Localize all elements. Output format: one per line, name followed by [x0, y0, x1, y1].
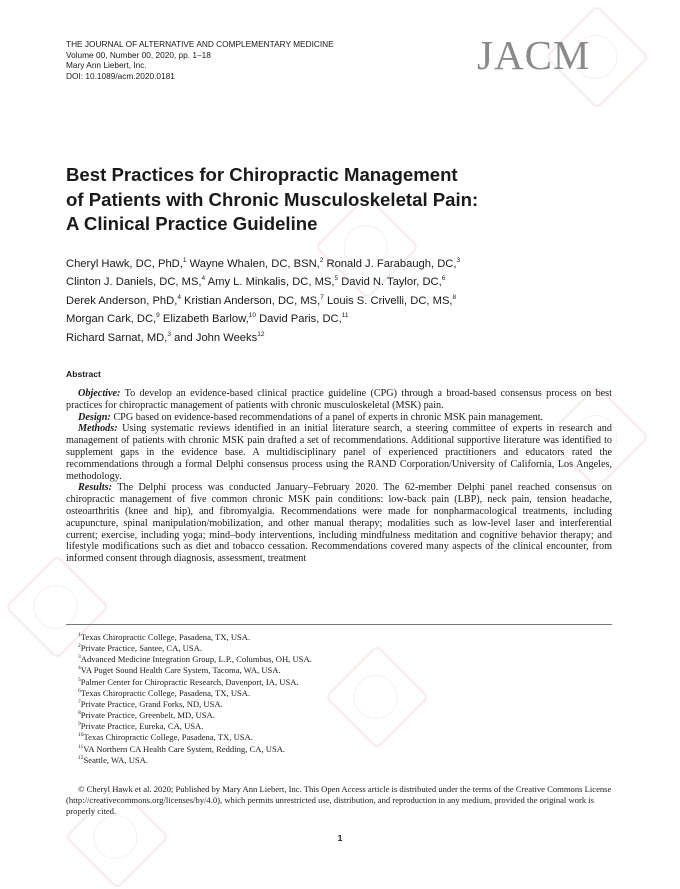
- author-name: and John Weeks: [174, 331, 258, 344]
- affiliation-mark: 5: [78, 676, 81, 683]
- affiliation-item: [78, 654, 312, 665]
- affiliation-text: Private Practice, Greenbelt, MD, USA.: [80, 710, 215, 721]
- author-affiliation-mark: 3: [456, 257, 461, 264]
- affiliation-mark: 12: [78, 754, 84, 761]
- author-name: Clinton J. Daniels, DC, MS,: [66, 276, 202, 289]
- abstract-methods: [66, 423, 612, 482]
- methods-label: Methods:: [78, 423, 118, 435]
- author-affiliation-mark: 12: [257, 330, 265, 338]
- author-affiliation-mark: 3: [167, 330, 171, 338]
- author-name: Richard Sarnat, MD,: [66, 331, 168, 344]
- affiliation-text: Advanced Medicine Integration Group, L.P., Columbus, OH, USA.: [80, 654, 312, 665]
- abstract-design: [66, 412, 612, 424]
- affiliation-item: [78, 688, 312, 699]
- affiliation-item: [78, 677, 312, 688]
- title-line: of Patients with Chronic Musculoskeletal Pain:: [66, 188, 479, 210]
- author-affiliation-mark: 5: [334, 275, 339, 283]
- affiliation-mark: 9: [78, 721, 81, 728]
- author-affiliation-mark: 9: [156, 312, 160, 320]
- affiliation-item: [78, 710, 312, 721]
- author-line: [66, 255, 460, 273]
- affiliation-text: Texas Chiropractic College, Pasadena, TX, USA.: [80, 632, 251, 642]
- affiliation-mark: 8: [78, 710, 81, 717]
- author-affiliation-mark: 11: [341, 312, 349, 320]
- abstract-objective: [66, 388, 612, 412]
- affiliation-text: Private Practice, Eureka, CA, USA.: [80, 721, 204, 732]
- affiliation-mark: 10: [78, 732, 84, 739]
- affiliation-mark: 1: [78, 632, 81, 638]
- affiliation-text: Texas Chiropractic College, Pasadena, TX, USA.: [80, 687, 251, 698]
- affiliation-item: [78, 699, 312, 710]
- author-name: Louis S. Crivelli, DC, MS,: [326, 294, 453, 307]
- page-number: 1: [337, 833, 343, 843]
- author-name: Wayne Whalen, DC, BSN,: [189, 258, 320, 270]
- journal-header: [66, 39, 334, 81]
- author-name: Cheryl Hawk, DC, PhD,: [66, 258, 183, 270]
- title-line: A Clinical Practice Guideline: [66, 213, 318, 234]
- affiliation-mark: 2: [78, 643, 81, 650]
- affiliation-text: Private Practice, Grand Forks, ND, USA.: [80, 698, 223, 709]
- objective-label: Objective:: [78, 388, 121, 399]
- abstract-results: [66, 482, 612, 565]
- author-affiliation-mark: 4: [201, 275, 206, 283]
- author-affiliation-mark: 1: [182, 257, 187, 264]
- affiliation-text: Private Practice, Santee, CA, USA.: [80, 643, 202, 654]
- results-text: The Delphi process was conducted January–February 2020. The 62-member Delphi panel reached consensus on chiropractic management of five common chronic MSK pain conditions: low-back pain (LBP), neck pain, tension headache, osteoarthritis (knee and hip), and fibromyalgia. Recommendations were made for nonpharmacological treatments, including acupuncture, spinal manipulation/mobilization, and other manual therapy; modalities such as low-level laser and interferential current; exercise, including yoga; mind–body interventions, including mindfulness meditation and cognitive behavior therapy; and lifestyle modifications such as diet and tobacco cessation. Recommendations covered many aspects of the clinical encounter, from informed consent through diagnosis, assessment, treatment: [66, 482, 612, 565]
- affiliation-item: [78, 732, 312, 743]
- author-affiliation-mark: 6: [441, 275, 446, 283]
- author-line: [66, 310, 460, 328]
- watermark-stamp: [325, 645, 430, 750]
- author-list: [66, 255, 460, 347]
- affiliation-item: [78, 744, 312, 755]
- title-line: Best Practices for Chiropractic Management: [66, 164, 458, 185]
- affiliation-item: [78, 632, 312, 643]
- license-text: © Cheryl Hawk et al. 2020; Published by Mary Ann Liebert, Inc. This Open Access article is distributed under the terms of the Creative Commons License (http://creativecommons.org/licenses/by/4.0), which permits unrestricted use, distribution, and reproduction in any medium, provided the original work is properly cited.: [66, 784, 612, 817]
- author-affiliation-mark: 4: [177, 293, 181, 301]
- author-affiliation-mark: 2: [319, 257, 324, 264]
- abstract-body: [66, 388, 612, 565]
- article-title: [66, 163, 586, 237]
- affiliation-mark: 4: [78, 665, 81, 672]
- author-name: Derek Anderson, PhD,: [66, 294, 178, 307]
- author-affiliation-mark: 10: [248, 312, 256, 320]
- affiliation-item: [78, 643, 312, 654]
- abstract-heading: Abstract: [66, 369, 101, 379]
- author-name: David Paris, DC,: [259, 313, 342, 326]
- author-affiliation-mark: 7: [320, 293, 324, 301]
- results-label: Results:: [78, 482, 112, 494]
- author-name: Elizabeth Barlow,: [162, 313, 249, 326]
- design-text: CPG based on evidence-based recommendations of a panel of experts in chronic MSK pain management.: [113, 411, 544, 423]
- journal-logo: JACM: [477, 32, 591, 78]
- author-name: David N. Taylor, DC,: [341, 276, 442, 289]
- design-label: Design:: [78, 411, 111, 423]
- journal-name: THE JOURNAL OF ALTERNATIVE AND COMPLEMENTARY MEDICINE: [66, 39, 334, 49]
- license-notice: [66, 784, 612, 818]
- affiliation-text: VA Puget Sound Health Care System, Tacoma, WA, USA.: [80, 665, 281, 676]
- footnote-divider: [66, 624, 612, 625]
- affiliation-text: Texas Chiropractic College, Pasadena, TX, USA.: [83, 732, 253, 743]
- affiliation-mark: 7: [78, 698, 81, 705]
- affiliation-item: [78, 665, 312, 676]
- affiliation-text: VA Northern CA Health Care System, Redding, CA, USA.: [83, 743, 286, 754]
- author-name: Amy L. Minkalis, DC, MS,: [207, 276, 335, 289]
- affiliation-text: Seattle, WA, USA.: [83, 754, 149, 765]
- author-name: Ronald J. Farabaugh, DC,: [326, 258, 457, 270]
- journal-volume: Volume 00, Number 00, 2020, pp. 1–18: [66, 49, 211, 60]
- affiliation-item: [78, 721, 312, 732]
- author-affiliation-mark: 8: [452, 293, 457, 301]
- author-line: [66, 329, 460, 347]
- methods-text: Using systematic reviews identified in an initial literature search, a steering committee of experts in research and management of patients with chronic MSK pain drafted a set of recommendations. Additional supportive literature was identified to supplement gaps in the evidence base. A multidisciplinary panel of experienced practitioners and educators rated the recommendations through a formal Delphi consensus process using the RAND Corporation/University of California, Los Angeles, methodology.: [66, 423, 612, 482]
- affiliation-mark: 3: [78, 654, 81, 661]
- journal-doi: DOI: 10.1089/acm.2020.0181: [66, 70, 175, 81]
- author-name: Morgan Cark, DC,: [66, 313, 157, 326]
- journal-publisher: Mary Ann Liebert, Inc.: [66, 60, 147, 71]
- objective-text: To develop an evidence-based clinical practice guideline (CPG) through a broad-based consensus process on best practices for chiropractic management of patients with chronic musculoskeletal (MSK) pain.: [66, 388, 612, 411]
- affiliation-mark: 6: [78, 687, 81, 694]
- affiliation-text: Palmer Center for Chiropractic Research, Davenport, IA, USA.: [80, 676, 299, 687]
- author-line: [66, 292, 460, 310]
- affiliation-list: [78, 632, 312, 766]
- author-line: [66, 273, 460, 291]
- author-name: Kristian Anderson, DC, MS,: [184, 294, 321, 307]
- affiliation-item: [78, 755, 312, 766]
- affiliation-mark: 11: [78, 743, 84, 750]
